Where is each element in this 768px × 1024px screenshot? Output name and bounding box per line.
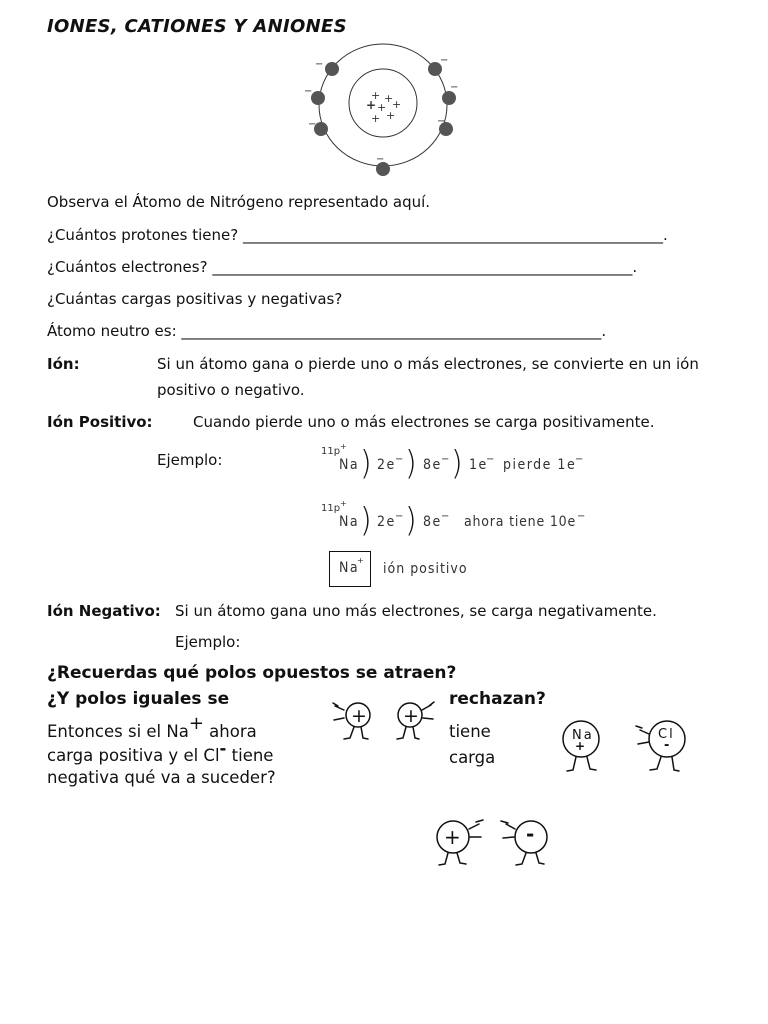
element-symbol: Na [339,457,360,473]
electron-minus: − [308,119,317,130]
electron-minus: − [440,55,449,66]
nucleus-plus: + [392,98,402,111]
protons-plus: + [340,499,347,508]
now-has-text: ahora tiene 10e [464,514,576,530]
shell-electrons: 2e [377,514,396,530]
shell-electrons: 8e [423,457,442,473]
ion-plus: + [357,556,364,565]
side-text-carga: carga [449,748,496,767]
figure-cl: Cl [658,727,675,742]
shell-electrons: 1e [469,457,488,473]
nucleus-plus: + [366,98,377,112]
shell-electrons: 8e [423,514,442,530]
shell-electrons: 2e [377,457,396,473]
nucleus-plus: + [371,89,381,102]
electron-minus: − [376,154,385,165]
electrons-question: ¿Cuántos electrones? ________________________________________________________. [47,258,638,276]
nucleus-plus: + [377,101,387,114]
positive-example-label: Ejemplo: [157,451,223,469]
question-line2 [47,739,274,765]
equals-question-end: rechazan? [449,689,546,709]
protons-question: ¿Cuántos protones tiene? ________________________________________________________. [47,226,668,244]
ion-definition-line2: positivo o negativo. [157,381,305,399]
attracting-figures [430,815,555,870]
question-line1-end: ahora [203,722,257,741]
ion-definition-line1: Si un átomo gana o pierde uno o más electrones, se convierte en un ión [157,355,699,373]
nitrogen-atom-diagram [300,40,470,180]
shell-bracket: ) [405,444,417,483]
shell-bracket: ) [360,444,372,483]
chlorine-minus-sign: - [219,739,227,758]
protons-plus: + [340,442,347,451]
neutral-question: Átomo neutro es: ________________________________________________________. [47,322,607,340]
ion-symbol: Na [339,560,360,576]
observe-text: Observa el Átomo de Nitrógeno representado aquí. [47,193,431,211]
element-symbol: Na [339,514,360,530]
nucleus-plus: + [384,92,394,105]
positive-ion-caption: ión positivo [383,561,468,577]
nucleus-plus: + [386,109,396,122]
electron-minus: − [395,454,404,465]
figure-na: Na [572,728,594,743]
equals-question-start: ¿Y polos iguales se [47,689,230,709]
figure-plus: + [575,739,586,753]
sodium-plus-sign: + [188,713,204,734]
shell-bracket: ) [405,501,417,540]
electron-minus: − [577,511,586,522]
question-line2-start: carga positiva y el Cl [47,746,220,765]
page-title: IONES, CATIONES Y ANIONES [47,16,347,37]
shell-bracket: ) [360,501,372,540]
protons-label: 11p [321,446,341,457]
question-line1-start: Entonces si el Na [47,722,189,741]
repelling-positive-figures [330,698,440,748]
charges-question: ¿Cuántas cargas positivas y negativas? [47,290,343,308]
figure-minus: - [526,822,535,846]
negative-ion-label: Ión Negativo: [47,602,161,620]
electron-minus: − [441,454,450,465]
electron-minus: − [395,511,404,522]
nucleus-plus: + [371,112,381,125]
figure-plus: + [444,825,461,849]
figure-minus: - [664,738,670,753]
question-line3: negativa qué va a suceder? [47,768,276,787]
electron-minus: − [315,59,324,70]
electron-minus: − [486,454,495,465]
side-text-tiene: tiene [449,722,491,741]
electron-minus: − [575,454,584,465]
figure-plus: + [403,705,419,727]
figure-plus: + [351,705,367,727]
opposites-question: ¿Recuerdas qué polos opuestos se atraen? [47,663,457,683]
electron-minus: − [441,511,450,522]
shell-bracket: ) [451,444,463,483]
loses-electron-text: pierde 1e [503,457,577,473]
positive-ion-label: Ión Positivo: [47,413,153,431]
electron-minus: − [304,86,313,97]
protons-label: 11p [321,503,341,514]
negative-example-label: Ejemplo: [175,633,241,651]
question-line2-end: tiene [226,746,274,765]
ion-label: Ión: [47,355,80,373]
electron-minus: − [437,116,446,127]
positive-ion-definition: Cuando pierde uno o más electrones se carga positivamente. [193,413,655,431]
electron-minus: − [450,82,459,93]
negative-ion-definition: Si un átomo gana uno más electrones, se carga negativamente. [175,602,657,620]
sodium-chloride-figures [560,718,695,776]
